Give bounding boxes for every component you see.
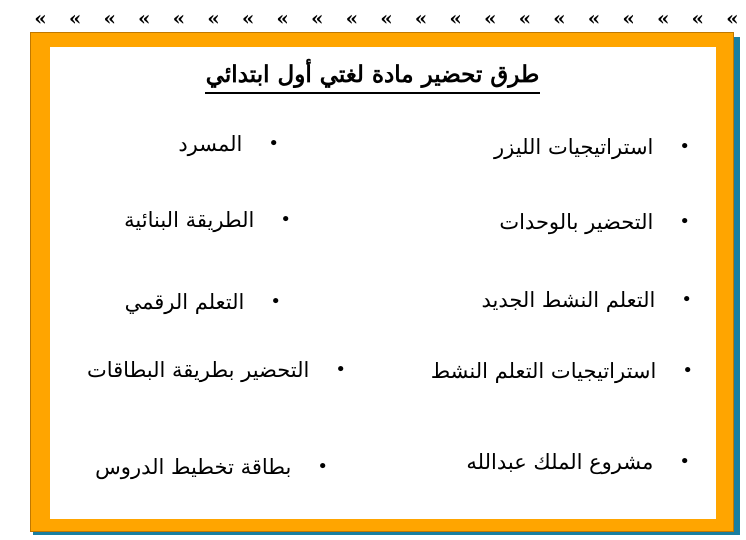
ornament-icon: « <box>103 6 113 30</box>
ornament-border <box>30 6 740 30</box>
list-item-right-4 <box>431 357 693 385</box>
list-item-text: الطريقة البنائية <box>124 208 255 232</box>
list-item-text: التحضير بالوحدات <box>499 210 654 234</box>
ornament-icon: « <box>726 6 736 30</box>
bullet-icon: • <box>679 136 690 157</box>
ornament-icon: « <box>172 6 183 30</box>
list-item-left-4 <box>87 356 346 384</box>
list-item-text: التعلم النشط الجديد <box>481 288 656 312</box>
bullet-icon: • <box>682 360 693 381</box>
ornament-icon: « <box>207 6 217 30</box>
bullet-icon: • <box>681 289 692 310</box>
ornament-icon: « <box>656 6 667 30</box>
list-item-left-5 <box>95 453 328 481</box>
ornament-icon: « <box>311 6 321 30</box>
ornament-icon: « <box>691 6 702 30</box>
list-item-right-5 <box>466 448 690 476</box>
list-item-text: التحضير بطريقة البطاقات <box>86 358 310 382</box>
bullet-icon: • <box>679 211 690 232</box>
ornament-icon: « <box>241 6 252 30</box>
slide-title: طرق تحضير مادة لغتي أول ابتدائي <box>205 60 540 94</box>
ornament-icon: « <box>414 6 425 30</box>
ornament-icon: « <box>553 6 563 30</box>
bullet-icon: • <box>270 291 281 312</box>
ornament-icon: « <box>138 6 148 30</box>
bullet-icon: • <box>268 133 279 154</box>
ornament-icon: « <box>380 6 390 30</box>
bullet-icon: • <box>335 359 346 380</box>
ornament-icon: « <box>587 6 598 30</box>
list-item-text: استراتيجيات الليزر <box>494 135 654 159</box>
list-item-text: استراتيجيات التعلم النشط <box>430 359 657 383</box>
list-item-left-1 <box>178 130 279 158</box>
ornament-icon: « <box>622 6 632 30</box>
ornament-icon: « <box>483 6 494 30</box>
list-item-right-3 <box>481 286 692 314</box>
list-item-right-2 <box>499 208 690 236</box>
ornament-icon: « <box>34 6 44 30</box>
bullet-icon: • <box>317 456 328 477</box>
list-item-text: المسرد <box>178 132 243 156</box>
bullet-icon: • <box>280 209 291 230</box>
bullet-icon: • <box>679 451 690 472</box>
ornament-icon: « <box>449 6 459 30</box>
list-item-text: بطاقة تخطيط الدروس <box>95 455 292 479</box>
ornament-icon: « <box>276 6 286 30</box>
ornament-icon: « <box>518 6 529 30</box>
list-item-right-1 <box>494 133 690 161</box>
list-item-text: مشروع الملك عبدالله <box>466 450 654 474</box>
list-item-left-3 <box>125 288 281 316</box>
list-item-left-2 <box>124 206 291 234</box>
ornament-icon: « <box>68 6 79 30</box>
ornament-icon: « <box>345 6 356 30</box>
list-item-text: التعلم الرقمي <box>124 290 245 314</box>
